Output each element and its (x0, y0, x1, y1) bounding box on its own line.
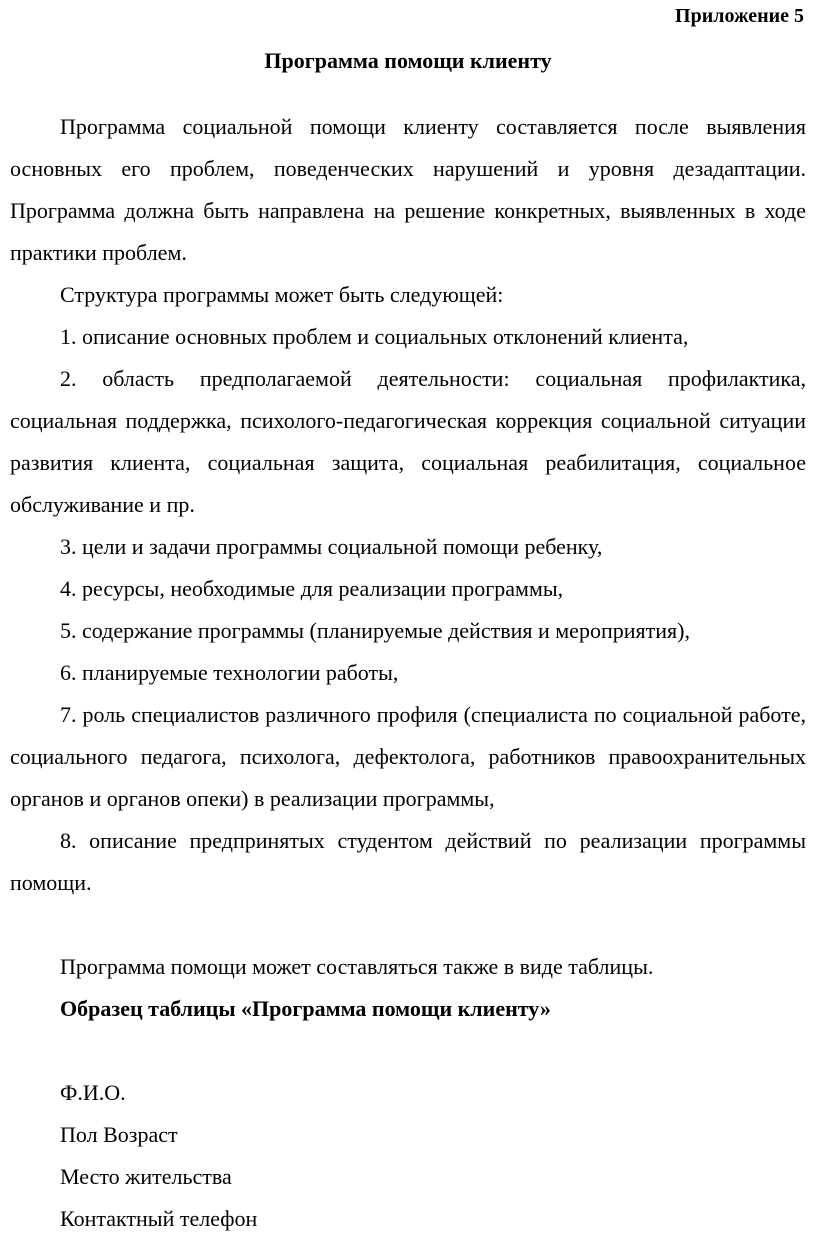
intro-paragraph: Программа социальной помощи клиенту составляется после выявления основных его проблем, поведенческих нарушений и уровня дезадаптации. Программа должна быть направлена на решение конкретных, выявленных в ходе практики проблем. (10, 114, 806, 265)
table-note: Программа помощи может составляться также в виде таблицы. (60, 954, 654, 979)
list-item-5: 5. содержание программы (планируемые действия и мероприятия), (60, 618, 690, 643)
field-full-name: Ф.И.О. (60, 1080, 126, 1105)
list-item-2: 2. область предполагаемой деятельности: социальная профилактика, социальная поддержка, психолого-педагогическая коррекция социальной ситуации развития клиента, социальная защита, социальная реабилитация, социальное обслуживание и пр. (10, 366, 806, 517)
list-item-6: 6. планируемые технологии работы, (60, 660, 399, 685)
field-sex-age: Пол Возраст (60, 1122, 178, 1147)
document-body (10, 106, 806, 1240)
page-title: Программа помощи клиенту (264, 48, 552, 73)
appendix-label: Приложение 5 (675, 5, 804, 27)
list-item-4: 4. ресурсы, необходимые для реализации программы, (60, 576, 564, 601)
list-item-1: 1. описание основных проблем и социальных отклонений клиента, (60, 324, 689, 349)
list-item-7: 7. роль специалистов различного профиля (специалиста по социальной работе, социального педагога, психолога, дефектолога, работников правоохранительных органов и органов опеки) в реализации программы, (10, 702, 806, 811)
field-phone: Контактный телефон (60, 1206, 258, 1231)
field-residence: Место жительства (60, 1164, 232, 1189)
structure-heading: Структура программы может быть следующей: (60, 282, 504, 307)
list-item-3: 3. цели и задачи программы социальной помощи ребенку, (60, 534, 603, 559)
sample-table-heading: Образец таблицы «Программа помощи клиенту» (60, 996, 551, 1021)
list-item-8: 8. описание предпринятых студентом действий по реализации программы помощи. (10, 828, 806, 895)
